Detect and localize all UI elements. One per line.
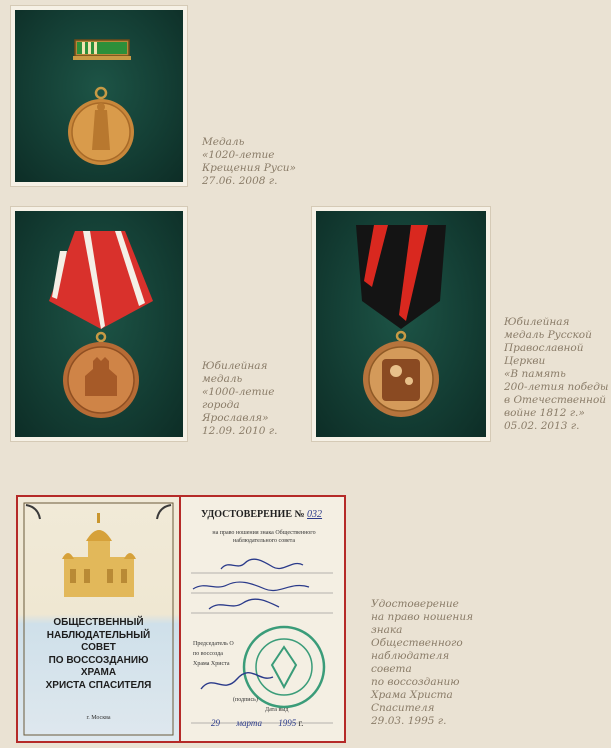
caption-line: Юбилейная [504,316,570,328]
signature-label: (подпись) [233,697,258,703]
medal-1812-photo [316,211,486,437]
caption-line: войне 1812 г.» [504,407,585,419]
caption-line: «1000-летие [202,386,275,398]
caption-line: Юбилейная [202,360,268,372]
caption-line: Храма Христа [371,689,453,701]
caption-line: 29.03. 1995 г. [371,715,447,727]
council-line: ПО ВОССОЗДАНИЮ [48,654,149,666]
caption-line: знака [371,624,403,636]
medal-1020-photo [15,10,183,182]
caption-line: Церкви [504,355,546,367]
council-line: ХРИСТА СПАСИТЕЛЯ [45,679,152,691]
certificate-title-text: УДОСТОВЕРЕНИЕ № [201,509,305,520]
council-line: ОБЩЕСТВЕННЫЙ [53,617,144,628]
caption-line: по воссозданию [371,676,460,688]
caption-line: медаль Русской [504,329,592,341]
council-line: НАБЛЮДАТЕЛЬНЫЙ [46,629,151,641]
medal-1812-image [316,211,486,437]
medal-1812-photo-frame [312,207,490,441]
council-title [28,617,169,692]
caption-line: Крещения Руси» [202,162,296,174]
caption-line: Медаль [202,136,245,148]
medal-yaroslavl-image [15,211,183,437]
caption-medal-1812 [504,316,608,433]
caption-line: на право ношения [371,611,474,623]
date-year: 1995 [278,718,297,728]
caption-line: города [202,399,240,411]
caption-line: Православной [504,342,584,354]
caption-line: «В память [504,368,566,380]
handwriting-and-stamp [181,497,344,741]
caption-line: наблюдателя [371,650,450,662]
chairman-sub-1: по воссозда [193,651,223,657]
caption-line: медаль [202,373,243,385]
certificate-left-page [18,497,179,741]
certificate-photo [18,497,344,741]
medal-yaroslavl-photo-frame [11,207,187,441]
council-line: СОВЕТ [81,642,116,653]
caption-line: в Отечественной [504,394,607,406]
caption-line: Спасителя [371,702,435,714]
caption-line: Общественного [371,637,463,649]
certificate-number: 032 [307,509,323,520]
subtitle-line: на право ношения знака Общественного [212,530,316,536]
caption-medal-1020 [202,136,296,188]
issue-date [211,718,303,728]
council-line: ХРАМА [80,667,117,678]
certificate-right-page [181,497,344,741]
caption-medal-yaroslavl [202,360,277,438]
caption-line: «1020-летие [202,149,275,161]
date-day: 29 [211,718,220,728]
certificate-city: г. Москва [86,715,111,721]
medal-1020-photo-frame [11,6,187,186]
caption-line: совета [371,663,412,675]
caption-line: 27.06. 2008 г. [202,175,278,187]
chairman-sub-2: Храма Христа [193,661,230,667]
date-label: Дата выд [265,707,289,713]
subtitle-line: наблюдательного совета [232,538,296,544]
chairman-label: Председатель О [193,641,234,647]
caption-line: 12.09. 2010 г. [202,425,278,437]
date-month: марта [236,718,262,728]
date-suffix: г. [298,718,304,728]
caption-line: 05.02. 2013 г. [504,420,580,432]
caption-line: 200-летия победы [504,381,609,393]
caption-line: Удостоверение [371,598,459,610]
medal-1020-image [15,10,183,182]
caption-line: Ярославля» [202,412,269,424]
caption-certificate [371,598,473,728]
medal-yaroslavl-photo [15,211,183,437]
